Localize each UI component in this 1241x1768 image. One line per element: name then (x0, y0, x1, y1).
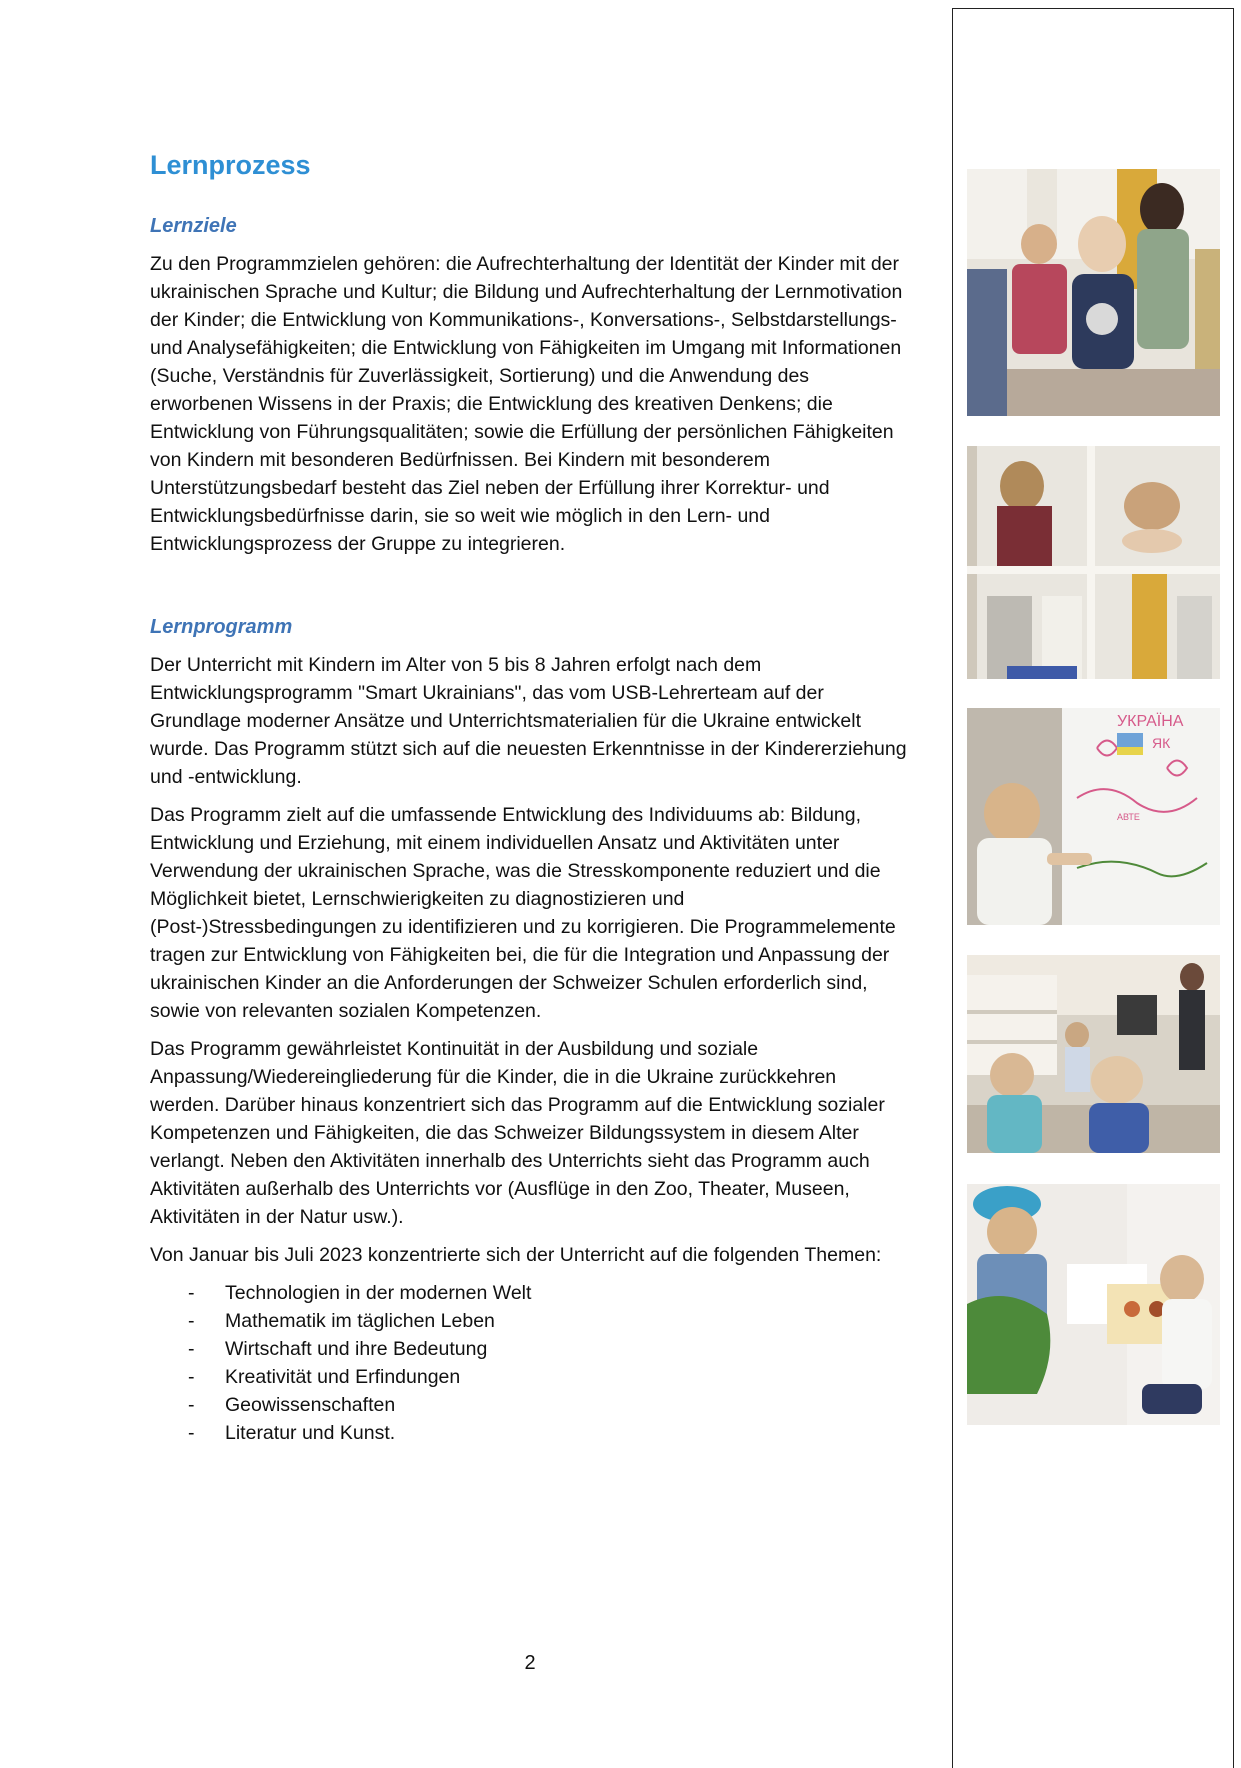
bullet-dash: - (188, 1338, 195, 1360)
bullet-dash: - (188, 1310, 195, 1332)
paragraph-lernziele: Zu den Programmzielen gehören: die Aufrechterhaltung der Identität der Kinder mit der ukrainischen Sprache und Kultur; die Bildung und Aufrechterhaltung der Lernmotivation der Kinder; die Entwicklung von Kommunikations-, Konversations-, Selbstdarstellungs- und Analysefähigkeiten; die Entwicklung von Fähigkeiten im Umgang mit Informationen (Suche, Verständnis für Zuverlässigkeit, Sortierung) und die Anwendung des erworbenen Wissens in der Praxis; die Entwicklung des kreativen Denkens; die Entwicklung von Führungsqualitäten; sowie die Erfüllung der persönlichen Fähigkeiten von Kindern mit besonderen Bedürfnissen. Bei Kindern mit besonderem Unterstützungsbedarf besteht das Ziel neben der Erfüllung ihrer Korrektur- und Entwicklungsbedürfnisse darin, sie so weit wie möglich in den Lern- und Entwicklungsprozess der Gruppe zu integrieren. (150, 253, 903, 555)
whiteboard-text-small: АВТЕ (1117, 812, 1140, 822)
bullet-dash: - (188, 1394, 195, 1416)
page-number: 2 (524, 1652, 536, 1674)
list-item-text: Technologien in der modernen Welt (225, 1282, 532, 1304)
paragraph-lernprogramm-4: Von Januar bis Juli 2023 konzentrierte sich der Unterricht auf die folgenden Themen: (150, 1244, 882, 1266)
photo-child-drawing-whiteboard (967, 708, 1220, 925)
list-item (150, 1391, 910, 1419)
list-item (150, 1307, 910, 1335)
list-item (150, 1279, 910, 1307)
topics-list (150, 1279, 910, 1447)
paragraph-lernprogramm-2: Das Programm zielt auf die umfassende Entwicklung des Individuums ab: Bildung, Entwicklung und Erziehung, mit einem individuellen Ansatz und Aktivitäten unter Verwendung der ukrainischen Sprache, was die Stresskomponente reduziert und die Möglichkeit bietet, Lernschwierigkeiten zu diagnostizieren und (Post-)Stressbedingungen zu identifizieren und zu korrigieren. Die Programmelemente tragen zur Entwicklung von Fähigkeiten bei, die für die Integration und Anpassung der ukrainischen Kinder an die Anforderungen der Schweizer Schulen erforderlich sind, sowie von relevanten sozialen Kompetenzen. (150, 804, 896, 1022)
bullet-dash: - (188, 1422, 195, 1444)
whiteboard-text-top: УКРАЇНА (1117, 713, 1184, 730)
photo-children-jumping (967, 169, 1220, 416)
photo-child-at-shelves (967, 446, 1220, 679)
whiteboard-text-mid: ЯК (1152, 735, 1171, 751)
list-item-text: Wirtschaft und ihre Bedeutung (225, 1338, 488, 1360)
paragraph-lernprogramm-1: Der Unterricht mit Kindern im Alter von 5 bis 8 Jahren erfolgt nach dem Entwicklungsprogramm "Smart Ukrainians", das vom USB-Lehrerteam auf der Grundlage moderner Ansätze und Unterrichtsmaterialien für die Ukraine entwickelt wurde. Das Programm stützt sich auf die neuesten Erkenntnisse in der Kindererziehung und -entwicklung. (150, 654, 907, 788)
photo-children-dancing (967, 955, 1220, 1153)
bullet-dash: - (188, 1366, 195, 1388)
list-item-text: Geowissenschaften (225, 1394, 396, 1416)
list-item (150, 1335, 910, 1363)
list-item-text: Literatur und Kunst. (225, 1422, 396, 1444)
list-item-text: Kreativität und Erfindungen (225, 1366, 461, 1388)
paragraph-lernprogramm-3: Das Programm gewährleistet Kontinuität in der Ausbildung und soziale Anpassung/Wiedereingliederung für die Kinder, die in die Ukraine zurückkehren werden. Darüber hinaus konzentriert sich das Programm auf die Entwicklung sozialer Kompetenzen und Fähigkeiten, die das Schweizer Bildungssystem in diesem Alter verlangt. Neben den Aktivitäten innerhalb des Unterrichts sieht das Programm auch Aktivitäten außerhalb des Unterrichts vor (Ausflüge in den Zoo, Theater, Museen, Aktivitäten in der Natur usw.). (150, 1038, 885, 1228)
list-item (150, 1419, 910, 1447)
page-title: Lernprozess (150, 150, 311, 180)
bullet-dash: - (188, 1282, 195, 1304)
list-item (150, 1363, 910, 1391)
subheading-lernprogramm: Lernprogramm (150, 616, 293, 638)
list-item-text: Mathematik im täglichen Leben (225, 1310, 495, 1332)
photo-children-reading (967, 1184, 1220, 1425)
main-content (150, 150, 910, 1447)
subheading-lernziele: Lernziele (150, 215, 237, 237)
